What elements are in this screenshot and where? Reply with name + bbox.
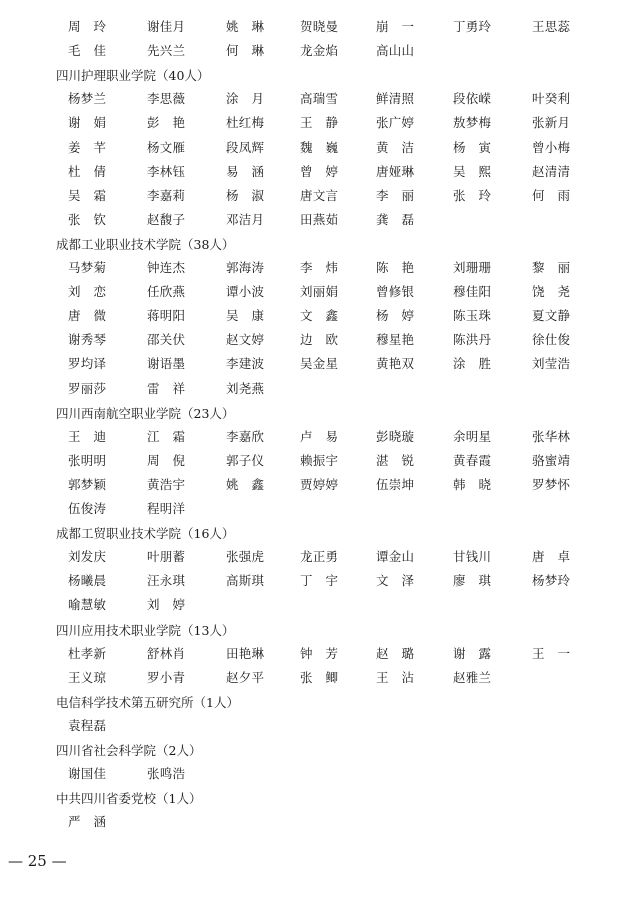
person-name: 罗均译: [68, 356, 106, 372]
person-name: 谢语墨: [147, 356, 185, 372]
person-name: 谢秀琴: [68, 332, 106, 348]
person-name: 涂 月: [226, 91, 264, 107]
person-name: 崩 一: [376, 19, 414, 34]
person-name: 穆佳阳: [453, 284, 491, 300]
person-name: 邵关伏: [147, 332, 185, 348]
person-name: 郭梦颖: [68, 476, 106, 492]
person-name: 李 丽: [376, 187, 414, 203]
person-name: 杜红梅: [226, 115, 264, 131]
person-name: 雷 祥: [147, 380, 185, 396]
person-name: 田燕茹: [300, 211, 338, 227]
name-row: [0, 115, 640, 133]
person-name: 饶 尧: [532, 284, 570, 300]
person-name: 刘丽娟: [300, 284, 338, 300]
person-name: 郭子仪: [226, 452, 264, 468]
person-name: 刘尧燕: [226, 380, 264, 396]
person-name: 李林钰: [147, 163, 185, 179]
person-name: 曾 婷: [300, 163, 338, 179]
name-row: [0, 670, 640, 688]
person-name: 赵夕平: [226, 669, 264, 685]
person-name: 汪永琪: [147, 573, 185, 589]
person-name: 张广婷: [376, 115, 414, 131]
person-name: 江 霜: [147, 428, 185, 444]
person-name: 毛 佳: [68, 43, 106, 59]
person-name: 程明洋: [147, 501, 185, 516]
section-header: 成都工业职业技术学院（38人）: [56, 236, 235, 252]
person-name: 赖振宇: [300, 452, 338, 468]
person-name: 段依嵘: [453, 91, 491, 107]
person-name: 吴 熙: [453, 163, 491, 179]
person-name: 邓洁月: [226, 211, 264, 227]
name-row: [0, 332, 640, 350]
person-name: 王思蕊: [532, 19, 570, 34]
person-name: 丁勇玲: [453, 19, 491, 34]
person-name: 严 涵: [68, 814, 106, 830]
person-name: 文 泽: [376, 573, 414, 589]
name-row: [0, 814, 640, 832]
name-row: [0, 549, 640, 567]
person-name: 赵清清: [532, 163, 570, 179]
person-name: 唐 微: [68, 308, 106, 324]
name-row: [0, 429, 640, 447]
name-row: [0, 284, 640, 302]
person-name: 李思薇: [147, 91, 185, 107]
person-name: 吴 康: [226, 308, 264, 324]
person-name: 周 倪: [147, 452, 185, 468]
name-row: [0, 91, 640, 109]
person-name: 韩 晓: [453, 476, 491, 492]
person-name: 杨梦玲: [532, 573, 570, 589]
person-name: 杨 寅: [453, 139, 491, 155]
person-name: 刘发庆: [68, 549, 106, 565]
person-name: 王 静: [300, 115, 338, 131]
person-name: 贾婷婷: [300, 476, 338, 492]
person-name: 张 钦: [68, 211, 106, 227]
person-name: 刘 恋: [68, 284, 106, 300]
person-name: 张明明: [68, 452, 106, 468]
person-name: 魏 巍: [300, 139, 338, 155]
person-name: 边 欧: [300, 332, 338, 348]
person-name: 张华林: [532, 428, 570, 444]
person-name: 罗梦怀: [532, 476, 570, 492]
person-name: 夏文静: [532, 308, 570, 324]
person-name: 任欣燕: [147, 284, 185, 300]
name-row: [0, 308, 640, 326]
person-name: 杜孝新: [68, 645, 106, 661]
section-header: 四川省社会科学院（2人）: [56, 743, 202, 758]
person-name: 张 玲: [453, 187, 491, 203]
person-name: 李嘉莉: [147, 187, 185, 203]
person-name: 田艳琳: [226, 645, 264, 661]
person-name: 何 琳: [226, 43, 264, 59]
person-name: 黄浩宇: [147, 476, 185, 492]
person-name: 刘 婷: [147, 597, 185, 613]
person-name: 黎 丽: [532, 260, 570, 275]
person-name: 黄 洁: [376, 139, 414, 155]
person-name: 唐 卓: [532, 549, 570, 565]
person-name: 杨梦兰: [68, 91, 106, 107]
name-row: [0, 573, 640, 591]
person-name: 张强虎: [226, 549, 264, 565]
name-row: [0, 188, 640, 206]
person-name: 高瑞雪: [300, 91, 338, 107]
person-name: 陈洪丹: [453, 332, 491, 348]
person-name: 吴金星: [300, 356, 338, 372]
name-row: [0, 453, 640, 471]
person-name: 郭海涛: [226, 260, 264, 275]
person-name: 龚 磊: [376, 211, 414, 227]
person-name: 张 鲫: [300, 669, 338, 685]
person-name: 喻慧敏: [68, 597, 106, 613]
person-name: 曾小梅: [532, 139, 570, 155]
person-name: 徐仕俊: [532, 332, 570, 348]
section-header: 中共四川省委党校（1人）: [56, 791, 202, 807]
person-name: 蒋明阳: [147, 308, 185, 324]
person-name: 钟 芳: [300, 645, 338, 661]
name-row: [0, 597, 640, 615]
person-name: 甘钱川: [453, 549, 491, 565]
person-name: 唐文言: [300, 187, 338, 203]
person-name: 陈 艳: [376, 260, 414, 275]
person-name: 赵 璐: [376, 645, 414, 661]
person-name: 彭晓璇: [376, 428, 414, 444]
person-name: 赵雅兰: [453, 669, 491, 685]
name-row: [0, 766, 640, 784]
person-name: 谭金山: [376, 549, 414, 565]
person-name: 赵文婷: [226, 332, 264, 348]
person-name: 周 玲: [68, 19, 106, 34]
person-name: 李嘉欣: [226, 428, 264, 444]
person-name: 李 炜: [300, 260, 338, 275]
name-row: [0, 43, 640, 61]
section-header: 成都工贸职业技术学院（16人）: [56, 526, 235, 542]
person-name: 杨文雁: [147, 139, 185, 155]
section-header: 电信科学技术第五研究所（1人）: [56, 694, 239, 710]
person-name: 姜 芊: [68, 139, 106, 155]
person-name: 杨曦晨: [68, 573, 106, 589]
person-name: 刘莹浩: [532, 356, 570, 372]
person-name: 何 雨: [532, 187, 570, 203]
person-name: 马梦菊: [68, 260, 106, 275]
person-name: 曾修银: [376, 284, 414, 300]
person-name: 丁 宇: [300, 573, 338, 589]
person-name: 龙正勇: [300, 549, 338, 565]
page-number: — 25 —: [8, 852, 67, 870]
person-name: 伍崇坤: [376, 476, 414, 492]
name-row: [0, 212, 640, 230]
name-row: [0, 356, 640, 374]
person-name: 骆蜜靖: [532, 452, 570, 468]
person-name: 王 一: [532, 645, 570, 661]
person-name: 王 沾: [376, 669, 414, 685]
person-name: 陈玉珠: [453, 308, 491, 324]
person-name: 赵馥子: [147, 211, 185, 227]
person-name: 高斯琪: [226, 573, 264, 589]
person-name: 姚 鑫: [226, 476, 264, 492]
person-name: 叶癸利: [532, 91, 570, 107]
person-name: 吴 霜: [68, 187, 106, 203]
person-name: 刘珊珊: [453, 260, 491, 275]
person-name: 罗小青: [147, 669, 185, 685]
name-row: [0, 19, 640, 37]
person-name: 舒林肖: [147, 645, 185, 661]
person-name: 罗丽莎: [68, 380, 106, 396]
person-name: 袁程磊: [68, 717, 106, 733]
section-header: 四川西南航空职业学院（23人）: [56, 405, 235, 421]
person-name: 鲜清照: [376, 91, 414, 107]
name-row: [0, 260, 640, 278]
person-name: 穆星艳: [376, 332, 414, 348]
name-row: [0, 164, 640, 182]
person-name: 涂 胜: [453, 356, 491, 372]
person-name: 段凤辉: [226, 139, 264, 155]
person-name: 谢佳月: [147, 19, 185, 34]
person-name: 谢 露: [453, 645, 491, 661]
person-name: 廖 琪: [453, 573, 491, 589]
person-name: 杨 婷: [376, 308, 414, 324]
person-name: 张鸣浩: [147, 766, 185, 782]
person-name: 杨 淑: [226, 187, 264, 203]
person-name: 湛 锐: [376, 452, 414, 468]
person-name: 王 迪: [68, 428, 106, 444]
person-name: 易 涵: [226, 163, 264, 179]
person-name: 谢 娟: [68, 115, 106, 131]
person-name: 卢 易: [300, 428, 338, 444]
person-name: 余明星: [453, 428, 491, 444]
name-row: [0, 718, 640, 736]
person-name: 张新月: [532, 115, 570, 131]
person-name: 贺晓曼: [300, 19, 338, 34]
person-name: 敖梦梅: [453, 115, 491, 131]
person-name: 黄春霞: [453, 452, 491, 468]
person-name: 姚 琳: [226, 19, 264, 34]
person-name: 黄艳双: [376, 356, 414, 372]
person-name: 谭小波: [226, 284, 264, 300]
person-name: 伍俊涛: [68, 501, 106, 516]
name-row: [0, 646, 640, 664]
person-name: 文 鑫: [300, 308, 338, 324]
person-name: 李建波: [226, 356, 264, 372]
person-name: 高山山: [376, 43, 414, 59]
section-header: 四川应用技术职业学院（13人）: [56, 622, 235, 638]
name-row: [0, 501, 640, 519]
person-name: 龙金焰: [300, 43, 338, 59]
section-header: 四川护理职业学院（40人）: [56, 68, 210, 84]
name-row: [0, 140, 640, 158]
person-name: 唐娅琳: [376, 163, 414, 179]
name-row: [0, 381, 640, 399]
person-name: 先兴兰: [147, 43, 185, 59]
person-name: 杜 倩: [68, 163, 106, 179]
person-name: 彭 艳: [147, 115, 185, 131]
name-row: [0, 477, 640, 495]
person-name: 王义琼: [68, 669, 106, 685]
person-name: 叶朋蓄: [147, 549, 185, 565]
person-name: 谢国佳: [68, 766, 106, 782]
person-name: 钟连杰: [147, 260, 185, 275]
